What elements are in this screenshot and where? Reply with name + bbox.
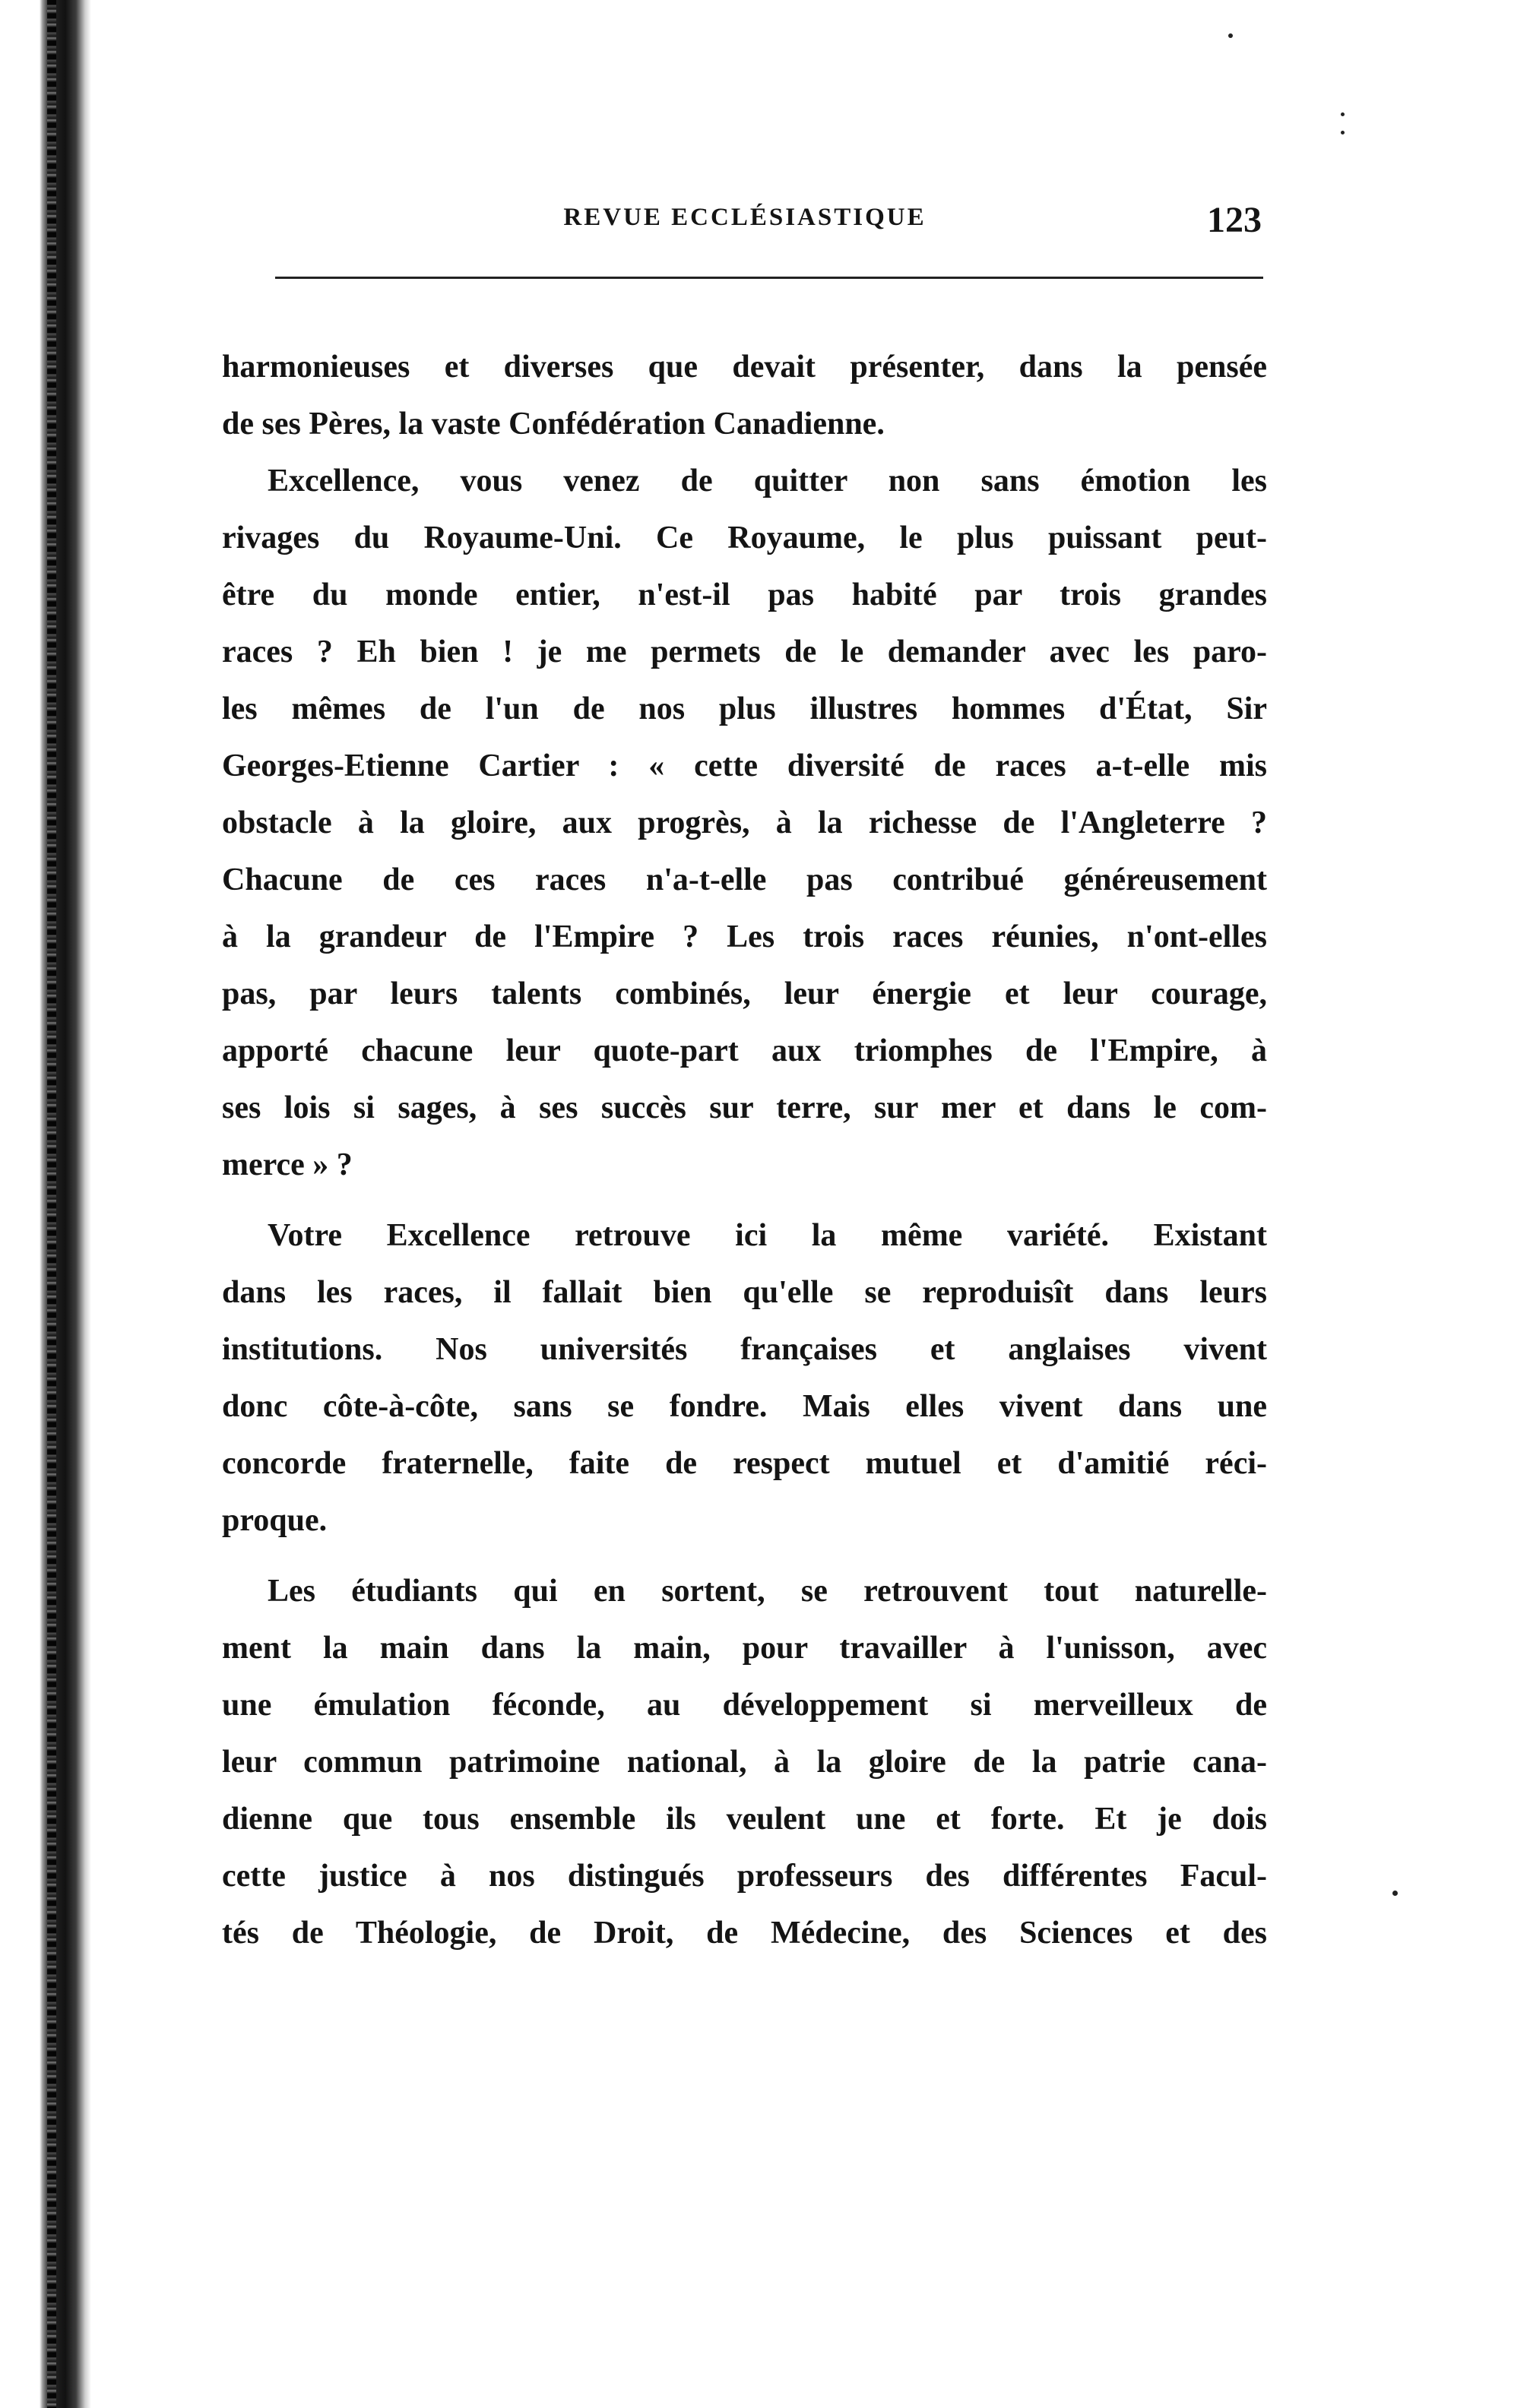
paragraph	[222, 339, 1267, 453]
text-line: institutions. Nos universités françaises et anglaises vivent	[222, 1332, 1267, 1367]
text-line: ment la main dans la main, pour travailler à l'unisson, avec	[222, 1631, 1267, 1666]
text-line: merce » ?	[222, 1147, 353, 1182]
text-line: tés de Théologie, de Droit, de Médecine, des Sciences et des	[222, 1916, 1267, 1951]
text-line: Georges-Etienne Cartier : « cette diversité de races a-t-elle mis	[222, 748, 1267, 783]
text-line: donc côte-à-côte, sans se fondre. Mais elles vivent dans une	[222, 1389, 1267, 1424]
page-number: 123	[1207, 200, 1262, 240]
text-line: races ? Eh bien ! je me permets de le demander avec les paro-	[222, 634, 1267, 669]
text-line: une émulation féconde, au développement si merveilleux de	[222, 1688, 1267, 1723]
text-line: Votre Excellence retrouve ici la même variété. Existant	[268, 1218, 1267, 1253]
body-text	[222, 339, 1267, 1962]
text-line: dans les races, il fallait bien qu'elle se reproduisît dans leurs	[222, 1275, 1267, 1310]
text-line: Les étudiants qui en sortent, se retrouvent tout naturelle-	[268, 1574, 1267, 1609]
text-line: rivages du Royaume-Uni. Ce Royaume, le plus puissant peut-	[222, 521, 1267, 555]
page-speck	[1341, 112, 1345, 116]
text-line: être du monde entier, n'est-il pas habité par trois grandes	[222, 577, 1267, 612]
text-line: cette justice à nos distingués professeurs des différentes Facul-	[222, 1859, 1267, 1894]
text-line: proque.	[222, 1503, 328, 1538]
text-line: harmonieuses et diverses que devait présenter, dans la pensée	[222, 350, 1267, 384]
running-head	[228, 199, 1262, 245]
binding-stitch-shadow	[47, 0, 56, 2408]
text-line: Chacune de ces races n'a-t-elle pas contribué généreusement	[222, 862, 1267, 897]
book-binding-edge	[0, 0, 91, 2408]
text-line: dienne que tous ensemble ils veulent une et forte. Et je dois	[222, 1802, 1267, 1837]
running-head-title: REVUE ECCLÉSIASTIQUE	[563, 204, 927, 231]
text-line: obstacle à la gloire, aux progrès, à la richesse de l'Angleterre ?	[222, 805, 1267, 840]
paragraph	[222, 453, 1267, 1194]
header-rule	[275, 277, 1263, 279]
text-line: les mêmes de l'un de nos plus illustres hommes d'État, Sir	[222, 691, 1267, 726]
paragraph	[222, 1563, 1267, 1962]
text-line: leur commun patrimoine national, à la gloire de la patrie cana-	[222, 1745, 1267, 1780]
paragraph	[222, 1207, 1267, 1549]
text-line: apporté chacune leur quote-part aux triomphes de l'Empire, à	[222, 1033, 1267, 1068]
text-line: Excellence, vous venez de quitter non sans émotion les	[268, 464, 1267, 498]
page-speck	[1228, 33, 1233, 38]
text-line: concorde fraternelle, faite de respect mutuel et d'amitié réci-	[222, 1446, 1267, 1481]
text-line: pas, par leurs talents combinés, leur énergie et leur courage,	[222, 976, 1267, 1011]
text-line: de ses Pères, la vaste Confédération Canadienne.	[222, 407, 885, 441]
text-line: à la grandeur de l'Empire ? Les trois races réunies, n'ont-elles	[222, 919, 1267, 954]
page-speck	[1341, 131, 1345, 134]
page-speck	[1392, 1891, 1398, 1896]
text-line: ses lois si sages, à ses succès sur terre, sur mer et dans le com-	[222, 1090, 1267, 1125]
